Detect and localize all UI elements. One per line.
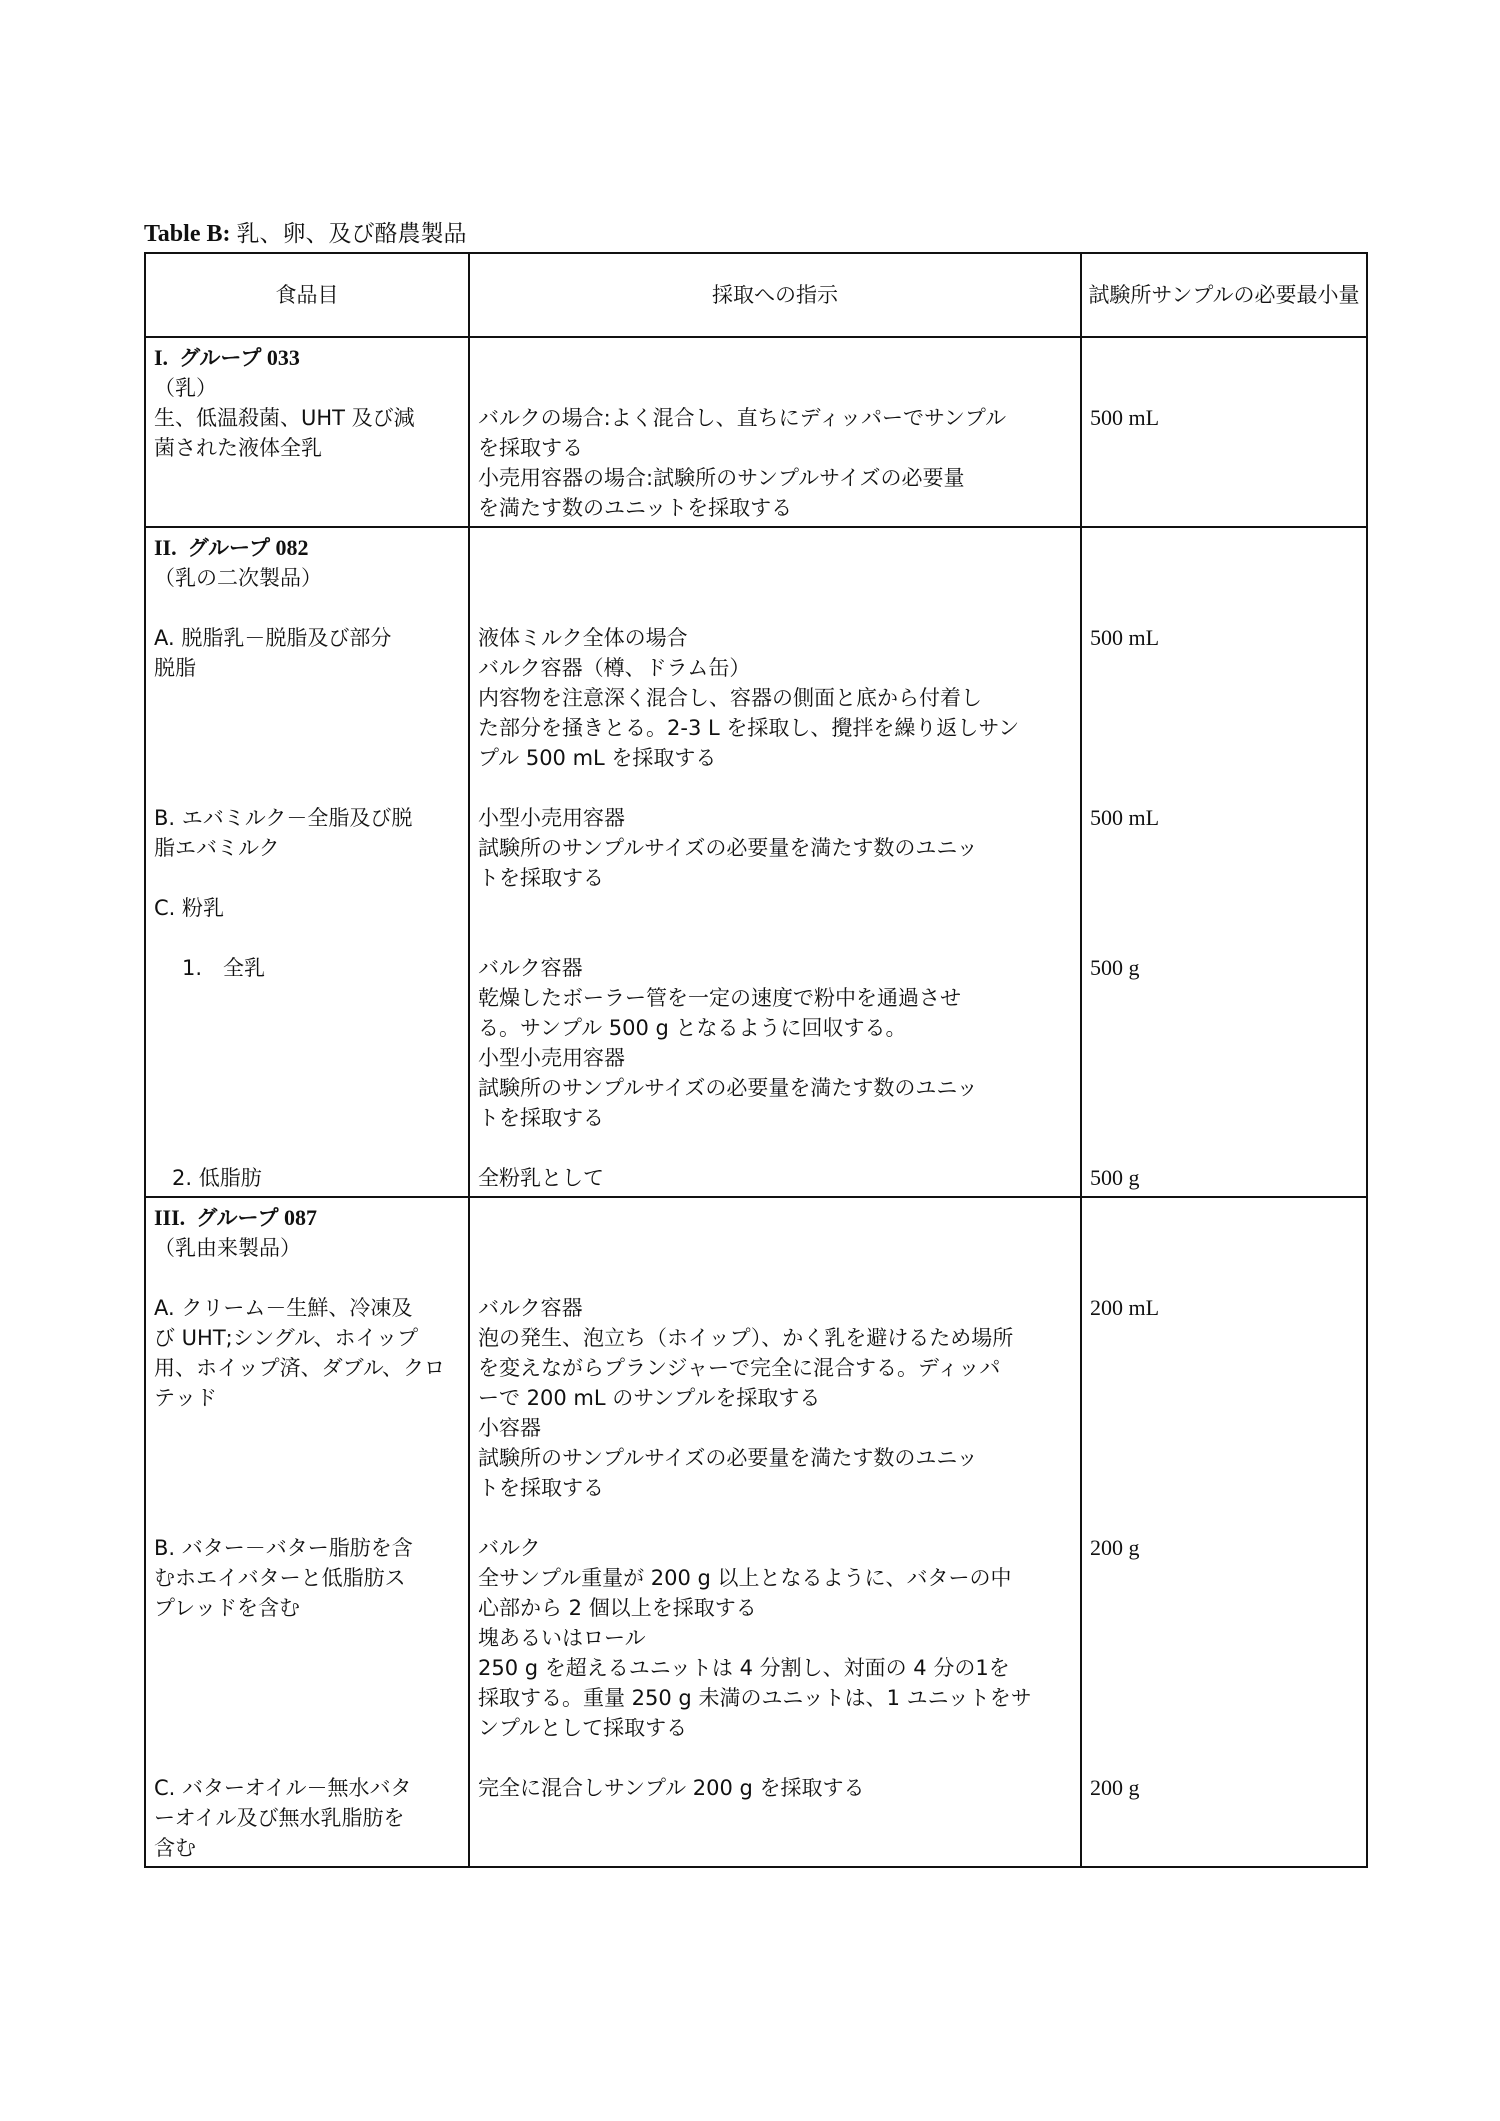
- food-line: プレッドを含む: [154, 1596, 300, 1620]
- instruction-line: ーで 200 mL のサンプルを採取する: [478, 1386, 821, 1410]
- table-header-row: [145, 253, 1367, 337]
- group-heading: I. グループ 033: [154, 345, 300, 370]
- group-subtitle: （乳由来製品）: [154, 1236, 301, 1260]
- group-subtitle: （乳の二次製品）: [154, 566, 322, 590]
- instruction-line: 試験所のサンプルサイズの必要量を満たす数のユニッ: [478, 836, 978, 860]
- instruction-line: バルク容器: [478, 956, 583, 980]
- instruction-line: 採取する。重量 250 g 未満のユニットは、1 ユニットをサ: [478, 1686, 1032, 1710]
- header-instructions: 採取への指示: [469, 253, 1081, 337]
- group-row: [145, 527, 1367, 1197]
- instruction-line: 試験所のサンプルサイズの必要量を満たす数のユニッ: [478, 1076, 978, 1100]
- instruction-line: 小売用容器の場合:試験所のサンプルサイズの必要量: [478, 466, 965, 490]
- food-line: び UHT;シングル、ホイップ: [154, 1326, 419, 1350]
- food-line: テッド: [154, 1386, 217, 1410]
- instruction-line: プル 500 mL を採取する: [478, 746, 717, 770]
- amount-value: 200 mL: [1090, 1295, 1160, 1320]
- sampling-table: [144, 252, 1368, 1868]
- food-cell: [145, 527, 469, 1197]
- header-minimum: 試験所サンプルの必要最小量: [1081, 253, 1367, 337]
- group-row: [145, 337, 1367, 527]
- amount-value: 200 g: [1090, 1775, 1140, 1800]
- instruction-line: トを採取する: [478, 1476, 604, 1500]
- instruction-line: 全粉乳として: [478, 1166, 604, 1190]
- instruction-line: バルク容器（樽、ドラム缶）: [478, 656, 751, 680]
- instruction-line: 内容物を注意深く混合し、容器の側面と底から付着し: [478, 686, 982, 710]
- amount-cell: [1081, 337, 1367, 527]
- food-cell: [145, 1197, 469, 1867]
- group-heading: II. グループ 082: [154, 535, 309, 560]
- instruction-line: を満たす数のユニットを採取する: [478, 496, 793, 520]
- instruction-line: ンプルとして採取する: [478, 1716, 688, 1740]
- instruction-line: 小容器: [478, 1416, 541, 1440]
- instructions-cell: [469, 527, 1081, 1197]
- instruction-line: バルクの場合:よく混合し、直ちにディッパーでサンプル: [478, 406, 1007, 430]
- food-line: 菌された液体全乳: [154, 436, 322, 460]
- group-subtitle: （乳）: [154, 376, 217, 400]
- food-line: 2. 低脂肪: [172, 1166, 262, 1190]
- instruction-line: を変えながらプランジャーで完全に混合する。ディッパ: [478, 1356, 1001, 1380]
- instruction-line: バルク: [478, 1536, 541, 1560]
- food-line: C. バターオイル－無水バタ: [154, 1776, 412, 1800]
- food-line: 用、ホイップ済、ダブル、クロ: [154, 1356, 446, 1380]
- food-line: A. クリーム－生鮮、冷凍及: [154, 1296, 413, 1320]
- amount-cell: [1081, 527, 1367, 1197]
- instruction-line: トを採取する: [478, 866, 604, 890]
- food-cell: [145, 337, 469, 527]
- food-line: 脱脂: [154, 656, 196, 680]
- food-line: A. 脱脂乳－脱脂及び部分: [154, 626, 392, 650]
- group-row: [145, 1197, 1367, 1867]
- amount-cell: [1081, 1197, 1367, 1867]
- instruction-line: 塊あるいはロール: [478, 1626, 646, 1650]
- food-line: 生、低温殺菌、UHT 及び減: [154, 406, 415, 430]
- instruction-line: 250 g を超えるユニットは 4 分割し、対面の 4 分の1を: [478, 1656, 1010, 1680]
- food-line: 脂エバミルク: [154, 836, 280, 860]
- food-line: B. エバミルク－全脂及び脱: [154, 806, 413, 830]
- instruction-line: 全サンプル重量が 200 g 以上となるように、バターの中: [478, 1566, 1012, 1590]
- instruction-line: た部分を掻きとる。2-3 L を採取し、攪拌を繰り返しサン: [478, 716, 1020, 740]
- group-heading: III. グループ 087: [154, 1205, 318, 1230]
- food-line: 1. 全乳: [182, 956, 266, 980]
- amount-value: 500 mL: [1090, 405, 1160, 430]
- instructions-cell: [469, 337, 1081, 527]
- instruction-line: 完全に混合しサンプル 200 g を採取する: [478, 1776, 865, 1800]
- amount-value: 200 g: [1090, 1535, 1140, 1560]
- table-title-text: 乳、卵、及び酪農製品: [236, 221, 467, 247]
- amount-value: 500 g: [1090, 955, 1140, 980]
- instruction-line: 心部から 2 個以上を採取する: [478, 1596, 757, 1620]
- table-title-colon: :: [222, 221, 237, 247]
- instruction-line: 試験所のサンプルサイズの必要量を満たす数のユニッ: [478, 1446, 978, 1470]
- instructions-cell: [469, 1197, 1081, 1867]
- amount-value: 500 mL: [1090, 625, 1160, 650]
- food-line: むホエイバターと低脂肪ス: [154, 1566, 406, 1590]
- instruction-line: を採取する: [478, 436, 583, 460]
- food-line: B. バター－バター脂肪を含: [154, 1536, 413, 1560]
- food-line: 含む: [154, 1836, 196, 1860]
- instruction-line: 泡の発生、泡立ち（ホイップ）、かく乳を避けるため場所: [478, 1326, 1014, 1350]
- instruction-line: 液体ミルク全体の場合: [478, 626, 688, 650]
- instruction-line: バルク容器: [478, 1296, 583, 1320]
- instruction-line: トを採取する: [478, 1106, 604, 1130]
- instruction-line: 小型小売用容器: [478, 806, 625, 830]
- instruction-line: 乾燥したボーラー管を一定の速度で粉中を通過させ: [478, 986, 961, 1010]
- instruction-line: る。サンプル 500 g となるように回収する。: [478, 1016, 907, 1040]
- header-food: 食品目: [145, 253, 469, 337]
- food-line: C. 粉乳: [154, 896, 225, 920]
- food-line: ーオイル及び無水乳脂肪を: [154, 1806, 405, 1830]
- instruction-line: 小型小売用容器: [478, 1046, 625, 1070]
- amount-value: 500 mL: [1090, 805, 1160, 830]
- table-title-prefix: Table B: [144, 221, 223, 247]
- amount-value: 500 g: [1090, 1165, 1140, 1190]
- table-title: [144, 218, 466, 250]
